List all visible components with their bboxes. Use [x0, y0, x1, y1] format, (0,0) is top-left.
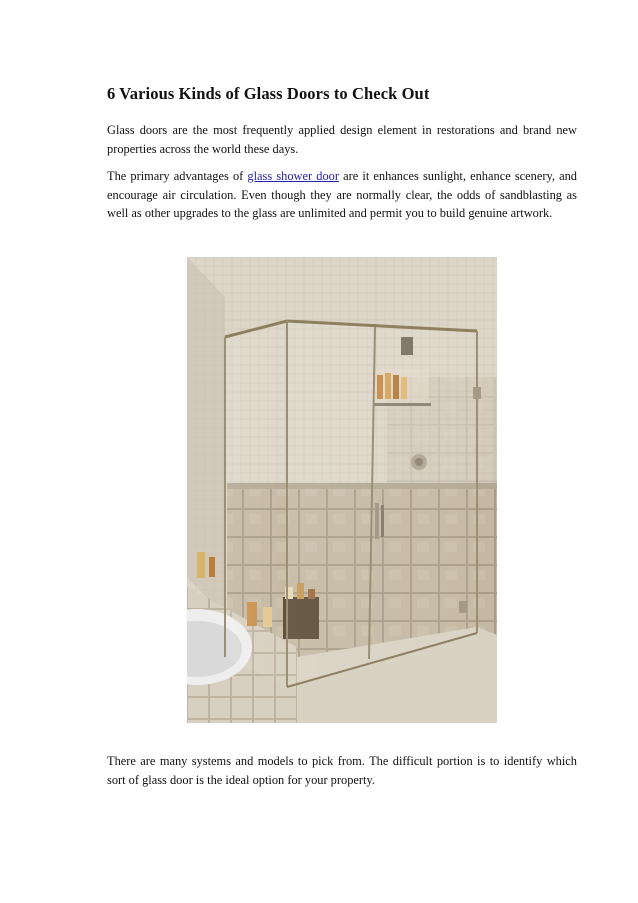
glass-shower-door-link[interactable]: glass shower door [247, 169, 339, 183]
intro-paragraph: Glass doors are the most frequently applied design element in restorations and brand new properties across the world these days. [107, 123, 577, 156]
closing-paragraph: There are many systems and models to pick from. The difficult portion is to identify which sort of glass door is the ideal option for your property. [107, 754, 577, 787]
advantages-text-end: are it enhances sunlight, enhance scenery, and encourage air circulation. Even though they are normally clear, the odds of sandblasting as well as other upgrades to the glass are unlimited and permit you to build genuine artwork. [107, 169, 577, 220]
advantages-paragraph [107, 167, 577, 223]
shower-enclosure-photo [187, 257, 497, 723]
page-title: 6 Various Kinds of Glass Doors to Check Out [107, 84, 430, 103]
advantages-text-start: The primary advantages of [107, 169, 248, 183]
